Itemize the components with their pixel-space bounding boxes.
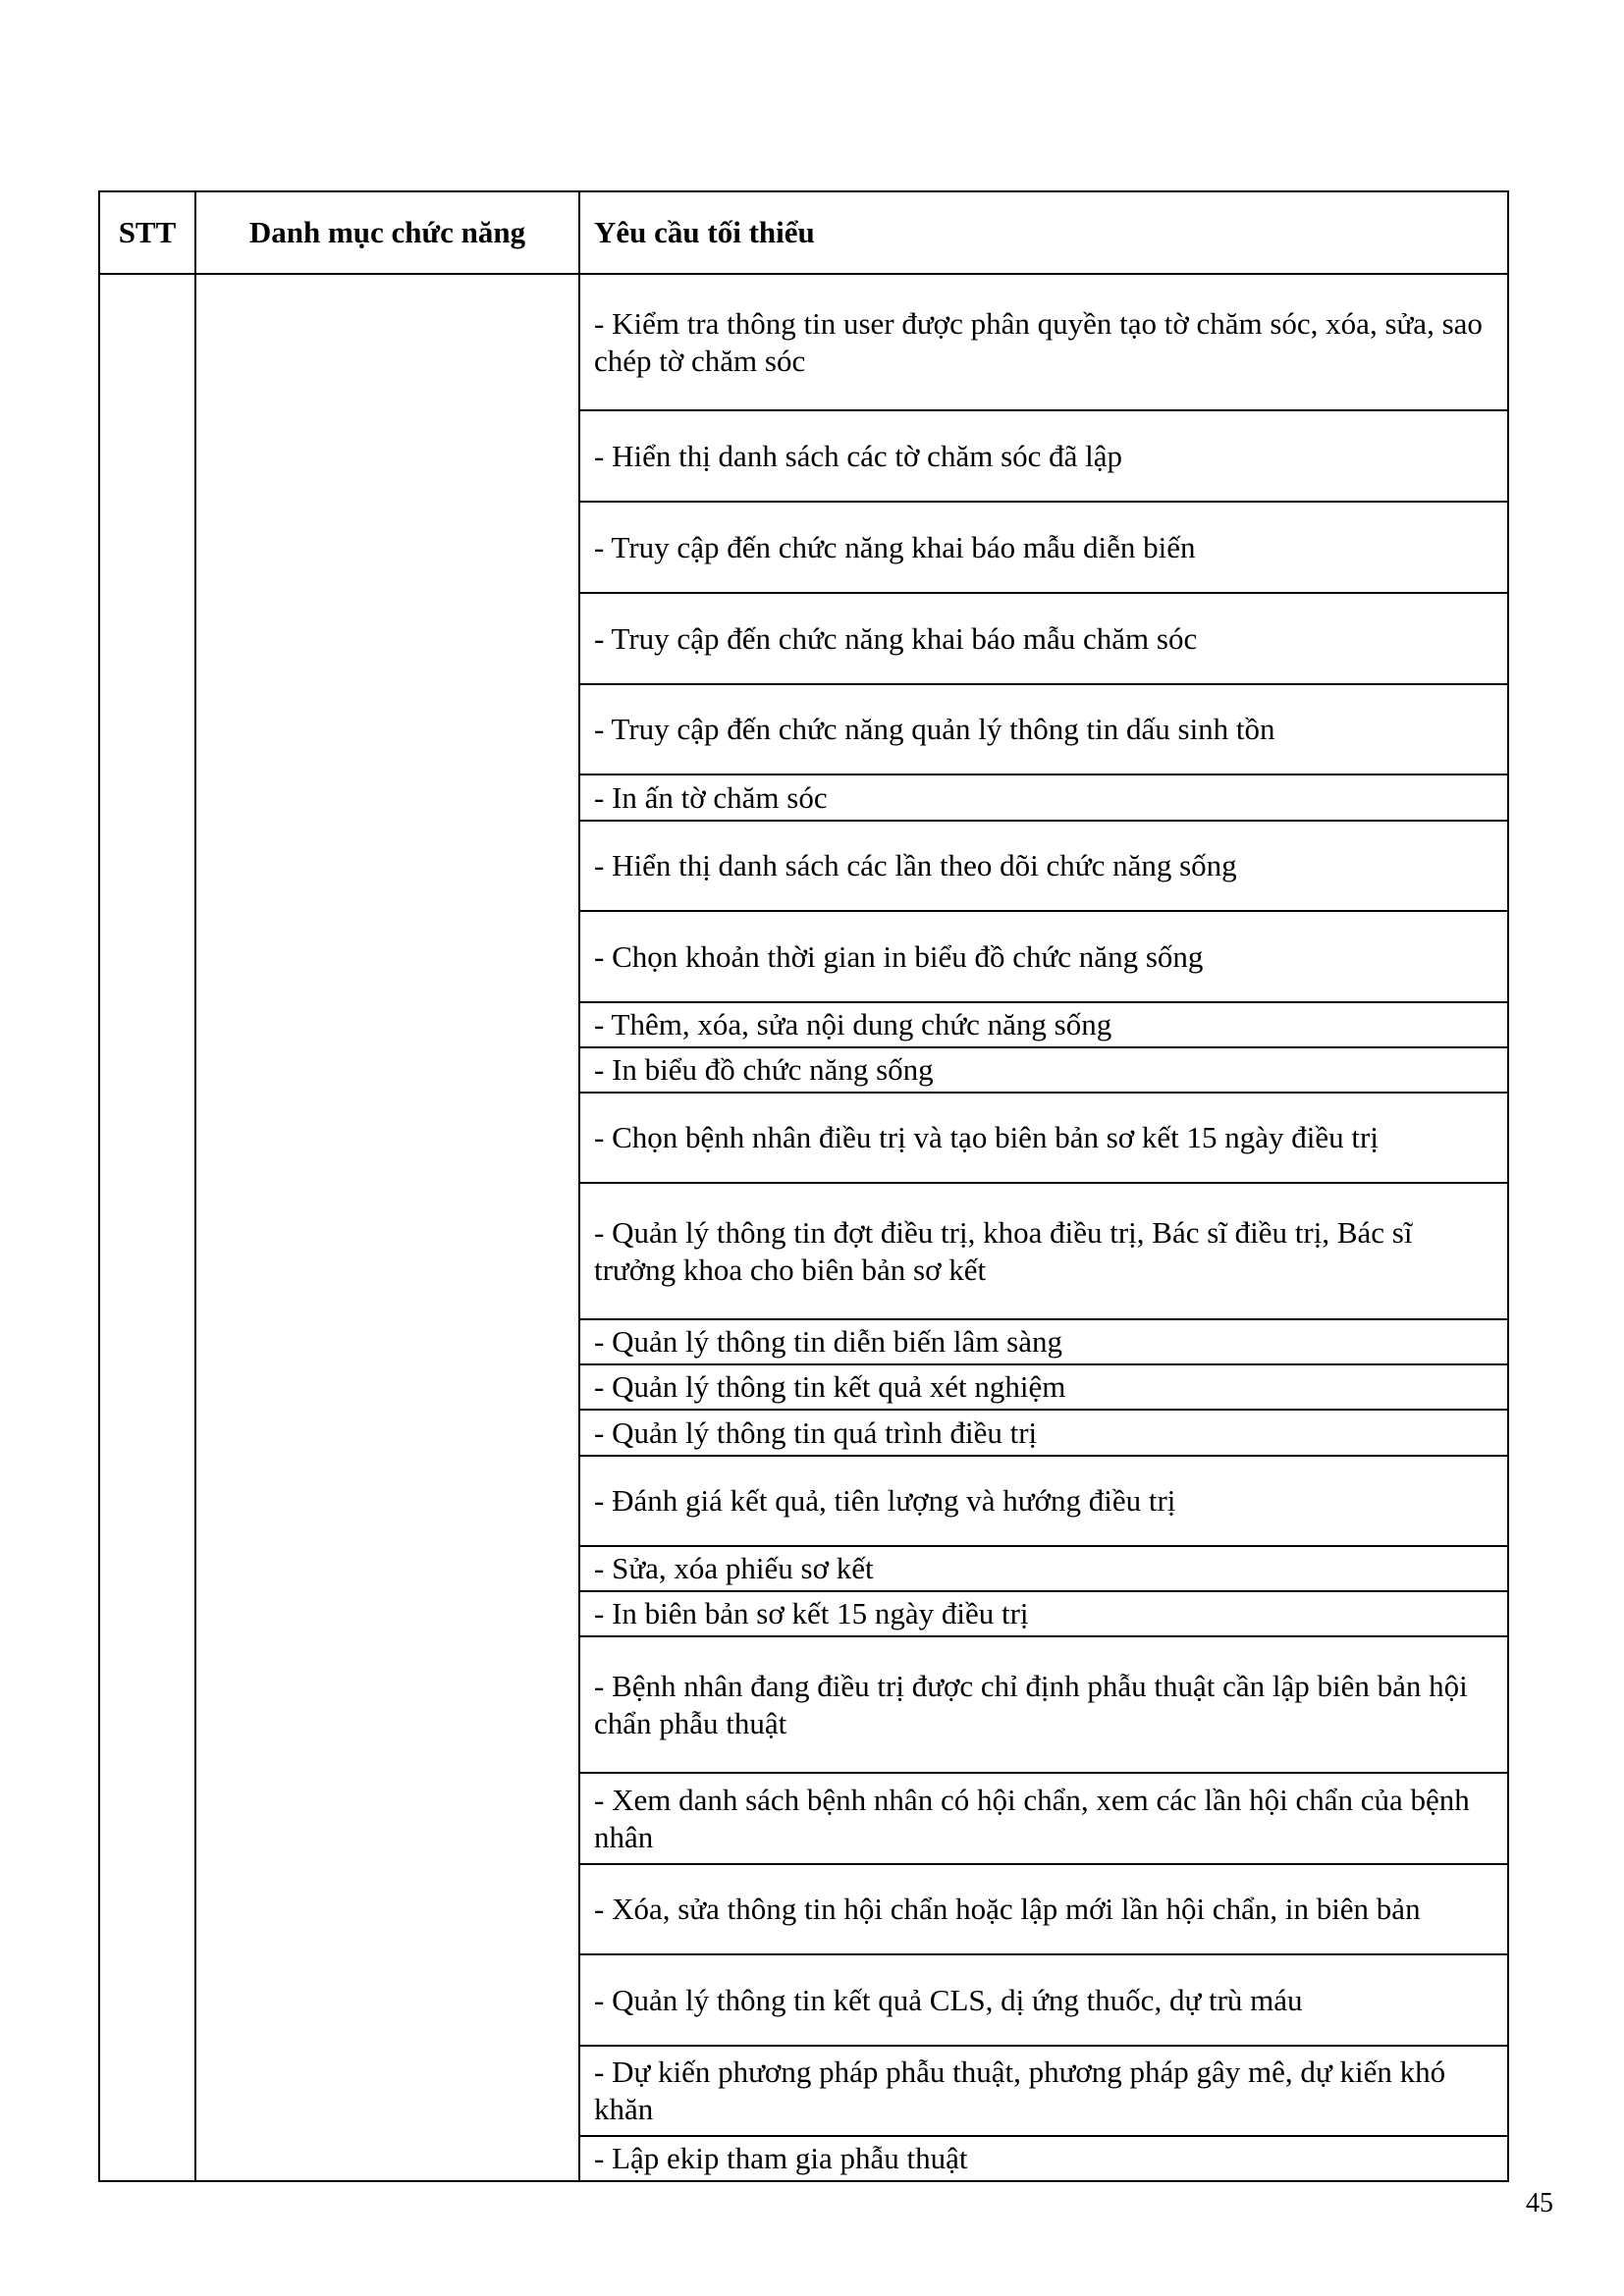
requirement-cell: - In biên bản sơ kết 15 ngày điều trị — [579, 1591, 1508, 1636]
requirement-cell: - Truy cập đến chức năng khai báo mẫu chăm sóc — [579, 593, 1508, 684]
requirement-cell: - Hiển thị danh sách các lần theo dõi chức năng sống — [579, 821, 1508, 911]
header-function-category: Danh mục chức năng — [195, 191, 579, 274]
requirement-cell: - In ấn tờ chăm sóc — [579, 774, 1508, 821]
requirement-cell: - Thêm, xóa, sửa nội dung chức năng sống — [579, 1002, 1508, 1047]
requirements-table — [98, 190, 1509, 2182]
table-row — [99, 274, 1508, 410]
header-stt: STT — [99, 191, 195, 274]
requirement-cell: - Xóa, sửa thông tin hội chẩn hoặc lập mới lần hội chẩn, in biên bản — [579, 1864, 1508, 1954]
requirement-cell: - Chọn bệnh nhân điều trị và tạo biên bản sơ kết 15 ngày điều trị — [579, 1093, 1508, 1183]
requirement-cell: - Đánh giá kết quả, tiên lượng và hướng điều trị — [579, 1456, 1508, 1546]
requirement-cell: - Quản lý thông tin đợt điều trị, khoa điều trị, Bác sĩ điều trị, Bác sĩ trưởng khoa cho biên bản sơ kết — [579, 1183, 1508, 1319]
stt-cell — [99, 274, 195, 2181]
requirement-cell: - Bệnh nhân đang điều trị được chỉ định phẫu thuật cần lập biên bản hội chẩn phẫu thuật — [579, 1636, 1508, 1773]
requirement-cell: - Xem danh sách bệnh nhân có hội chẩn, xem các lần hội chẩn của bệnh nhân — [579, 1773, 1508, 1864]
page-number: 45 — [1526, 2188, 1553, 2218]
requirement-cell: - Dự kiến phương pháp phẫu thuật, phương pháp gây mê, dự kiến khó khăn — [579, 2046, 1508, 2136]
requirement-cell: - In biểu đồ chức năng sống — [579, 1047, 1508, 1093]
requirement-cell: - Truy cập đến chức năng khai báo mẫu diễn biến — [579, 502, 1508, 593]
requirement-cell: - Quản lý thông tin kết quả CLS, dị ứng thuốc, dự trù máu — [579, 1954, 1508, 2046]
requirement-cell: - Truy cập đến chức năng quản lý thông tin dấu sinh tồn — [579, 684, 1508, 774]
requirement-cell: - Lập ekip tham gia phẫu thuật — [579, 2136, 1508, 2181]
requirement-cell: - Sửa, xóa phiếu sơ kết — [579, 1546, 1508, 1591]
function-category-cell — [195, 274, 579, 2181]
requirement-cell: - Quản lý thông tin diễn biến lâm sàng — [579, 1319, 1508, 1364]
header-minimum-requirement: Yêu cầu tối thiểu — [579, 191, 1508, 274]
requirement-cell: - Quản lý thông tin quá trình điều trị — [579, 1410, 1508, 1456]
table-header-row — [99, 191, 1508, 274]
requirement-cell: - Quản lý thông tin kết quả xét nghiệm — [579, 1364, 1508, 1410]
requirement-cell: - Chọn khoản thời gian in biểu đồ chức năng sống — [579, 911, 1508, 1002]
requirement-cell: - Kiểm tra thông tin user được phân quyền tạo tờ chăm sóc, xóa, sửa, sao chép tờ chăm sóc — [579, 274, 1508, 410]
requirement-cell: - Hiển thị danh sách các tờ chăm sóc đã lập — [579, 410, 1508, 502]
